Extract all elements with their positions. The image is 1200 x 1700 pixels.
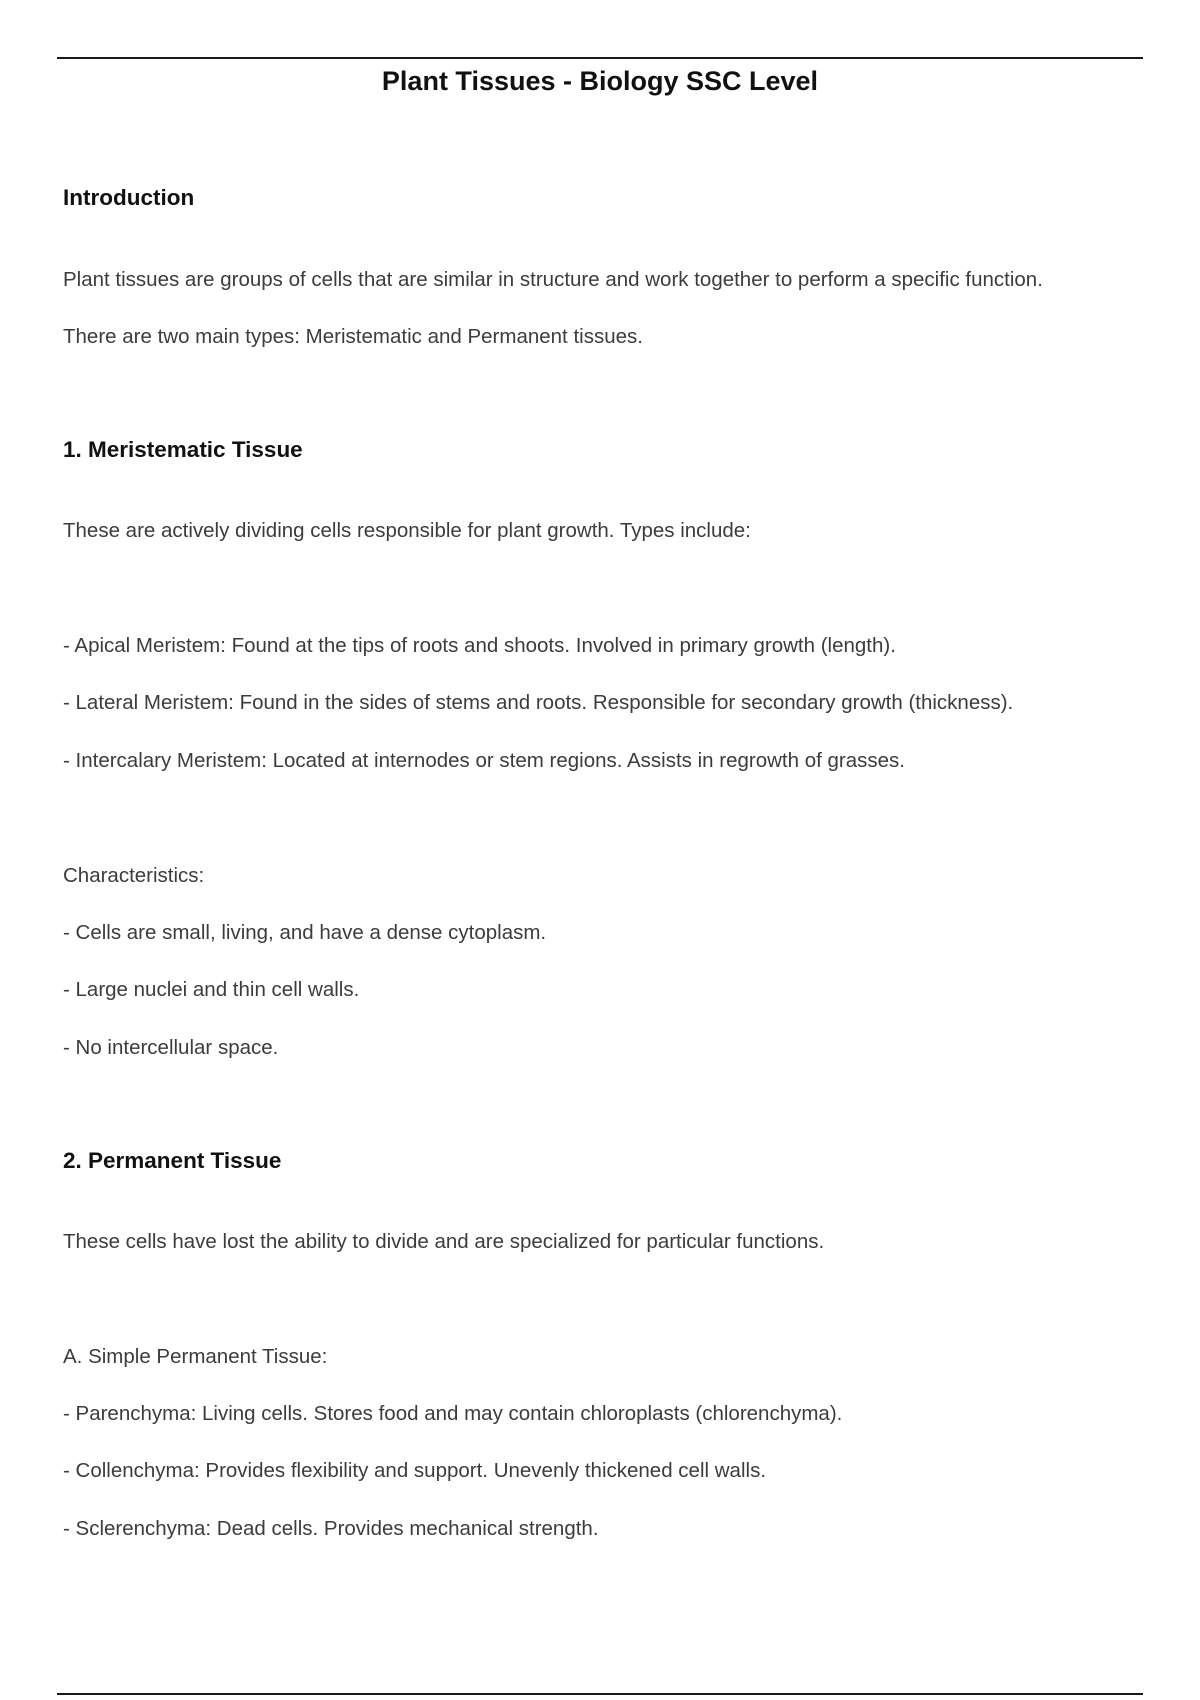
- characteristic-item-3: - No intercellular space.: [63, 1036, 279, 1059]
- simple-item-collenchyma: - Collenchyma: Provides flexibility and support. Unevenly thickened cell walls.: [63, 1459, 767, 1482]
- permanent-intro: These cells have lost the ability to divide and are specialized for particular functions.: [63, 1230, 825, 1253]
- meristem-type-intercalary: - Intercalary Meristem: Located at internodes or stem regions. Assists in regrowth of grasses.: [63, 749, 905, 772]
- bottom-rule: [57, 1693, 1143, 1695]
- simple-permanent-label: A. Simple Permanent Tissue:: [63, 1345, 328, 1368]
- page-title: Plant Tissues - Biology SSC Level: [381, 66, 819, 96]
- characteristics-label: Characteristics:: [63, 864, 205, 887]
- permanent-heading: 2. Permanent Tissue: [63, 1148, 282, 1173]
- introduction-heading: Introduction: [63, 185, 195, 210]
- meristem-type-apical: - Apical Meristem: Found at the tips of roots and shoots. Involved in primary growth (length).: [63, 634, 896, 657]
- characteristic-item-1: - Cells are small, living, and have a dense cytoplasm.: [63, 921, 547, 944]
- introduction-line-2: There are two main types: Meristematic and Permanent tissues.: [63, 325, 643, 348]
- characteristic-item-2: - Large nuclei and thin cell walls.: [63, 978, 360, 1001]
- meristem-type-lateral: - Lateral Meristem: Found in the sides of stems and roots. Responsible for secondary growth (thickness).: [63, 691, 1014, 714]
- top-rule: [57, 57, 1143, 59]
- simple-item-sclerenchyma: - Sclerenchyma: Dead cells. Provides mechanical strength.: [63, 1517, 599, 1540]
- meristematic-heading: 1. Meristematic Tissue: [63, 437, 303, 462]
- simple-item-parenchyma: - Parenchyma: Living cells. Stores food and may contain chloroplasts (chlorenchyma).: [63, 1402, 843, 1425]
- meristematic-intro: These are actively dividing cells responsible for plant growth. Types include:: [63, 519, 751, 542]
- introduction-line-1: Plant tissues are groups of cells that are similar in structure and work together to perform a specific function.: [63, 268, 1043, 291]
